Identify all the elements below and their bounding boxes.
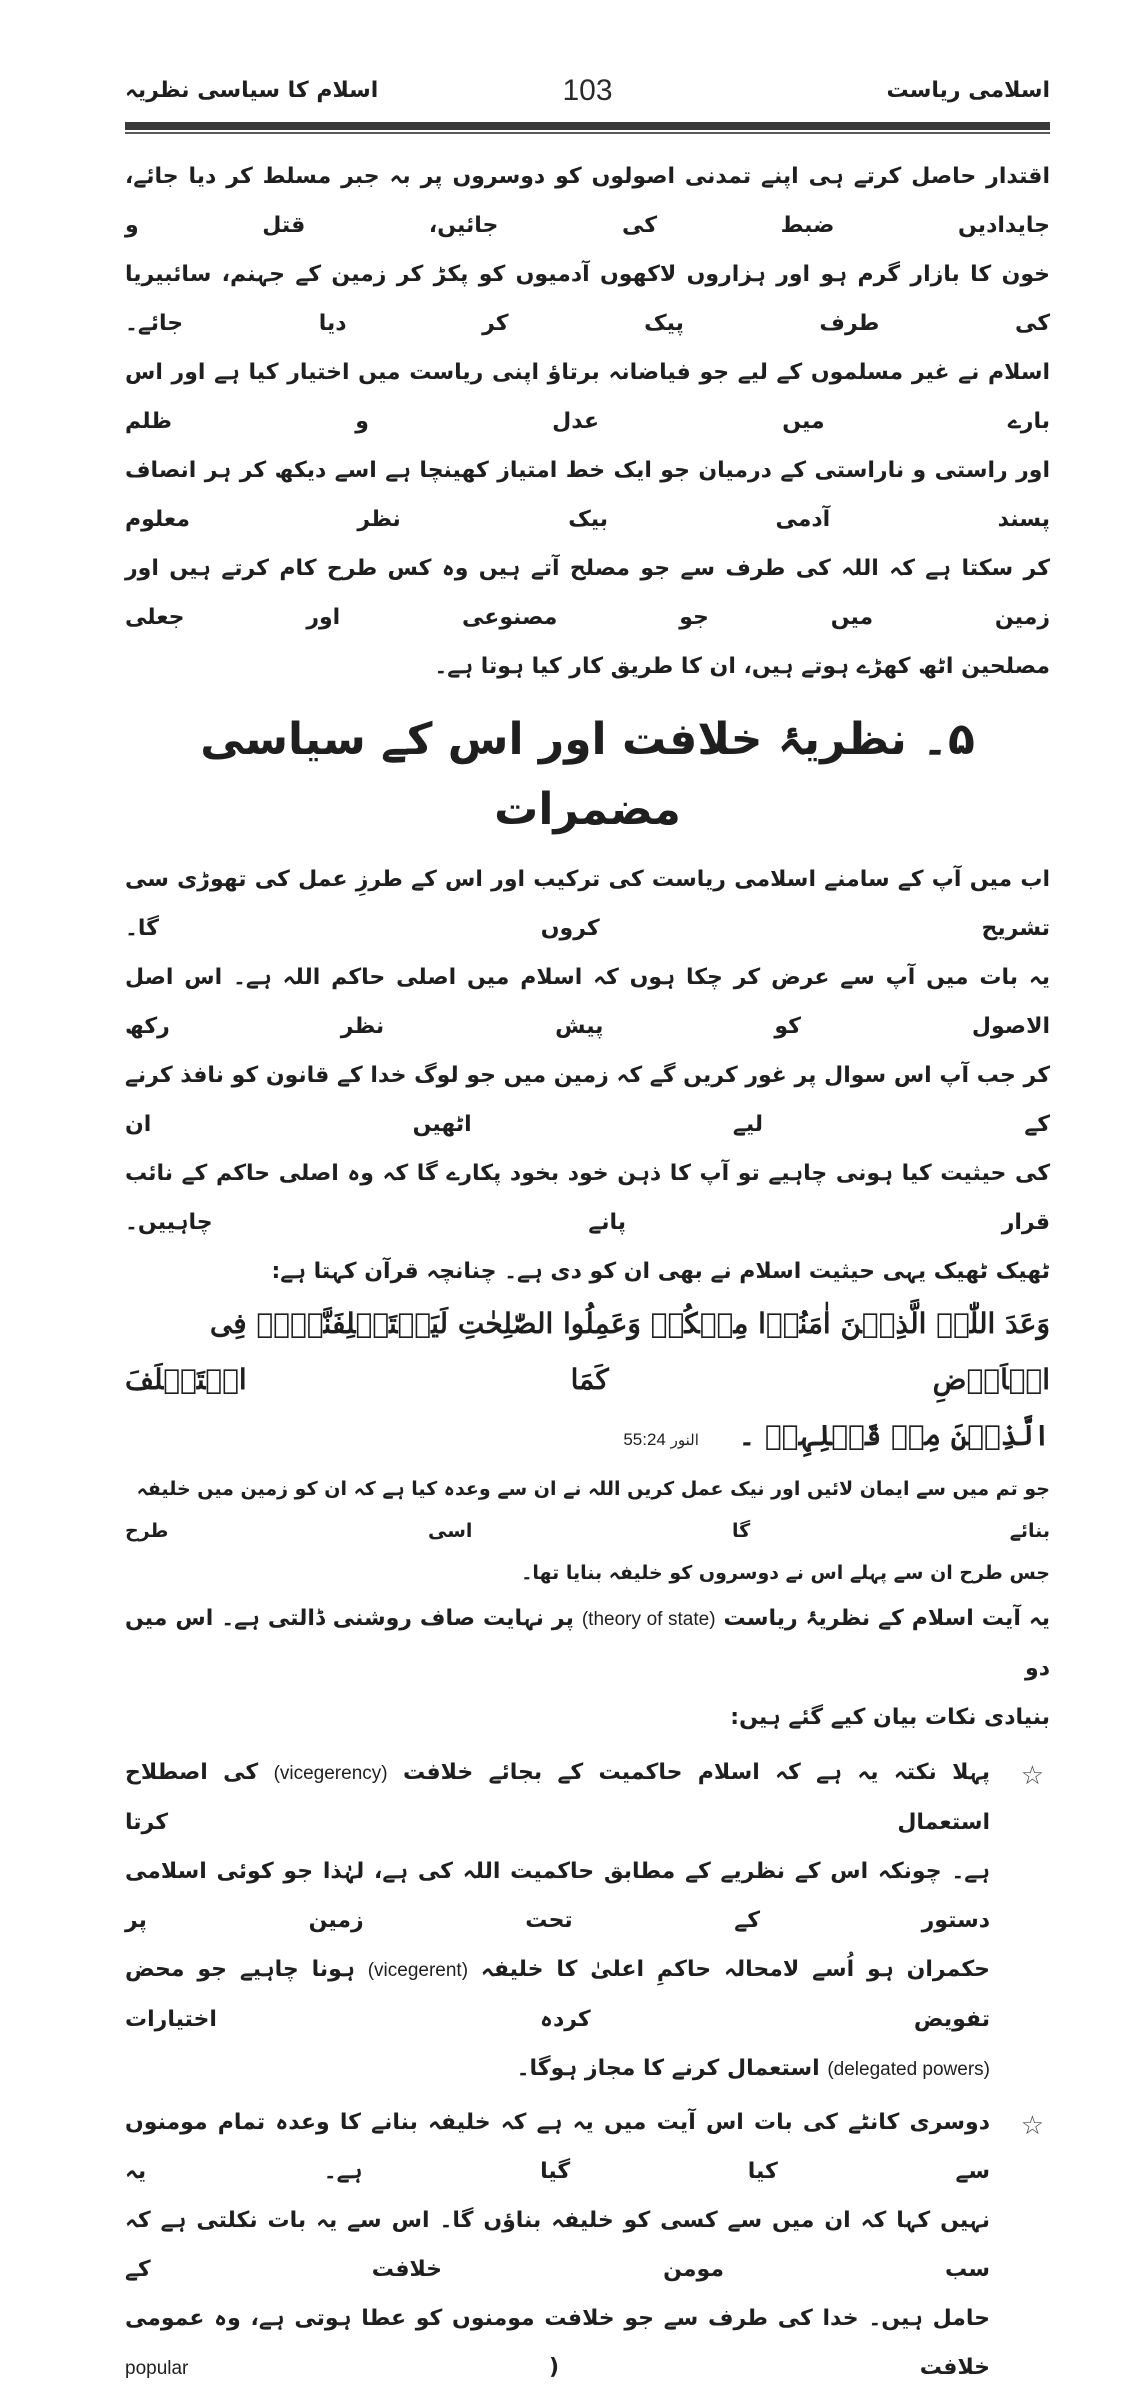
- text-line: اسلام نے غیر مسلموں کے لیے جو فیاضانہ برتاؤ اپنی ریاست میں اختیار کیا ہے اور اس بارے میں عدل و ظلم: [125, 360, 1050, 434]
- text-line: مصلحین اٹھ کھڑے ہوتے ہیں، ان کا طریق کار کیا ہوتا ہے۔: [434, 654, 1050, 679]
- text-segment: حامل ہیں۔ خدا کی طرف سے جو خلافت مومنوں کو عطا ہوتی ہے، وہ عمومی خلافت (: [125, 2306, 990, 2380]
- text-line: خون کا بازار گرم ہو اور ہزاروں لاکھوں آدمیوں کو پکڑ کر زمین کے جہنم، سائبیریا کی طرف پیک کر دیا جائے۔: [125, 262, 1050, 336]
- text-line: دوسری کانٹے کی بات اس آیت میں یہ ہے کہ خلیفہ بنانے کا وعدہ تمام مومنوں سے کیا گیا ہے۔ یہ: [125, 2110, 990, 2184]
- text-segment: حکمران ہو اُسے لامحالہ حاکمِ اعلیٰ کا خلیفہ: [480, 1957, 990, 1982]
- quran-verse: [125, 1296, 1050, 1468]
- english-term: (vicegerent): [367, 1960, 469, 1981]
- book-title: اسلامی ریاست: [886, 78, 1050, 103]
- bullet-item: [125, 2098, 1050, 2393]
- text-line: ہے۔ چونکہ اس کے نظریے کے مطابق حاکمیت اللہ کی ہے، لہٰذا جو کوئی اسلامی دستور کے تحت زمین پر: [125, 1859, 990, 1933]
- page-number: 103: [562, 74, 613, 107]
- verse-line: وَعَدَ اللّٰہُ الَّذِیۡنَ اٰمَنُوۡا مِنۡکُمۡ وَعَمِلُوا الصّٰلِحٰتِ لَیَسۡتَخۡلِفَنَّہُمۡ فِی الۡاَرۡضِ کَمَا اسۡتَخۡلَفَ: [125, 1307, 1050, 1396]
- section-paragraph: [125, 855, 1050, 1296]
- book-page: [125, 70, 1050, 2393]
- verse-number: 55:24: [623, 1430, 666, 1449]
- text-line: [125, 2294, 990, 2393]
- text-line: بنیادی نکات بیان کیے گئے ہیں:: [730, 1705, 1050, 1730]
- intro-paragraph: [125, 152, 1050, 691]
- english-term: (theory of state): [581, 1609, 716, 1630]
- text-line: نہیں کہا کہ ان میں سے کسی کو خلیفہ بناؤں گا۔ اس سے یہ بات نکلتی ہے کہ سب مومن خلافت کے: [125, 2208, 990, 2282]
- running-header: [125, 70, 1050, 118]
- text-segment: استعمال کرنے کا مجاز ہوگا۔: [516, 2056, 820, 2081]
- text-line: ٹھیک ٹھیک یہی حیثیت اسلام نے بھی ان کو دی ہے۔ چنانچہ قرآن کہتا ہے:: [271, 1259, 1050, 1284]
- text-line: اب میں آپ کے سامنے اسلامی ریاست کی ترکیب اور اس کے طرزِ عمل کی تھوڑی سی تشریح کروں گا۔: [125, 867, 1050, 941]
- header-rule-thick: [125, 122, 1050, 130]
- verse-text: الَّذِیۡنَ مِنۡ قَبۡلِہِمۡ ۔: [738, 1419, 1050, 1452]
- english-term: (delegated powers): [827, 2059, 990, 2080]
- chapter-title: اسلام کا سیاسی نظریہ: [125, 78, 379, 103]
- bullet-item: [125, 1748, 1050, 2094]
- text-line: کر جب آپ اس سوال پر غور کریں گے کہ زمین میں جو لوگ خدا کے قانون کو نافذ کرنے کے لیے اٹھیں ان: [125, 1063, 1050, 1137]
- text-segment: پہلا نکتہ یہ ہے کہ اسلام حاکمیت کے بجائے خلافت: [402, 1760, 990, 1785]
- text-segment: پر نہایت صاف روشنی ڈالتی ہے۔ اس میں دو: [125, 1606, 1050, 1681]
- text-line: کی حیثیت کیا ہونی چاہیے تو آپ کا ذہن خود بخود پکارے گا کہ وہ اصلی حاکم کے نائب قرار پانے چاہییں۔: [125, 1161, 1050, 1235]
- theory-paragraph: [125, 1594, 1050, 1742]
- section-heading: ۵۔ نظریۂ خلافت اور اس کے سیاسی مضمرات: [200, 714, 975, 835]
- english-term: popular: [125, 2358, 189, 2379]
- surah-name: النور: [670, 1431, 699, 1449]
- text-line: جو تم میں سے ایمان لائیں اور نیک عمل کریں اللہ نے ان سے وعدہ کیا ہے کہ ان کو زمین میں خلیفہ بنائے گا اسی طرح: [125, 1478, 1050, 1542]
- text-line: جس طرح ان سے پہلے اس نے دوسروں کو خلیفہ بنایا تھا۔: [521, 1562, 1050, 1584]
- text-segment: یہ آیت اسلام کے نظریۂ ریاست: [723, 1606, 1050, 1631]
- verse-reference: [623, 1431, 699, 1449]
- text-line: یہ بات میں آپ سے عرض کر چکا ہوں کہ اسلام میں اصلی حاکم اللہ ہے۔ اس اصل الاصول کو پیش نظر رکھ: [125, 965, 1050, 1039]
- text-line: [125, 1594, 1050, 1693]
- english-term: (vicegerency): [273, 1763, 388, 1784]
- text-line: [125, 1945, 990, 2044]
- text-line: [125, 2044, 990, 2094]
- star-outline-icon: ☆: [1020, 2111, 1044, 2141]
- text-line: اور راستی و ناراستی کے درمیان جو ایک خط امتیاز کھینچا ہے اسے دیکھ کر ہر انصاف پسند آدمی بیک نظر معلوم: [125, 458, 1050, 532]
- text-segment: کی اصطلاح استعمال کرتا: [125, 1760, 990, 1835]
- verse-translation: [125, 1468, 1050, 1594]
- text-line: [125, 1748, 990, 1847]
- header-rule-thin: [125, 132, 1050, 134]
- text-line: اقتدار حاصل کرتے ہی اپنے تمدنی اصولوں کو دوسروں پر بہ جبر مسلط کر دیا جائے، جایدادیں ضبط کی جائیں، قتل و: [125, 164, 1050, 238]
- star-outline-icon: ☆: [1020, 1761, 1044, 1791]
- text-segment: ہونا چاہیے جو محض تفویض کردہ اختیارات: [125, 1957, 990, 2032]
- verse-line: [125, 1408, 1050, 1468]
- text-line: کر سکتا ہے کہ اللہ کی طرف سے جو مصلح آتے ہیں وہ کس طرح کام کرتے ہیں اور زمین میں جو مصنوعی اور جعلی: [125, 556, 1050, 630]
